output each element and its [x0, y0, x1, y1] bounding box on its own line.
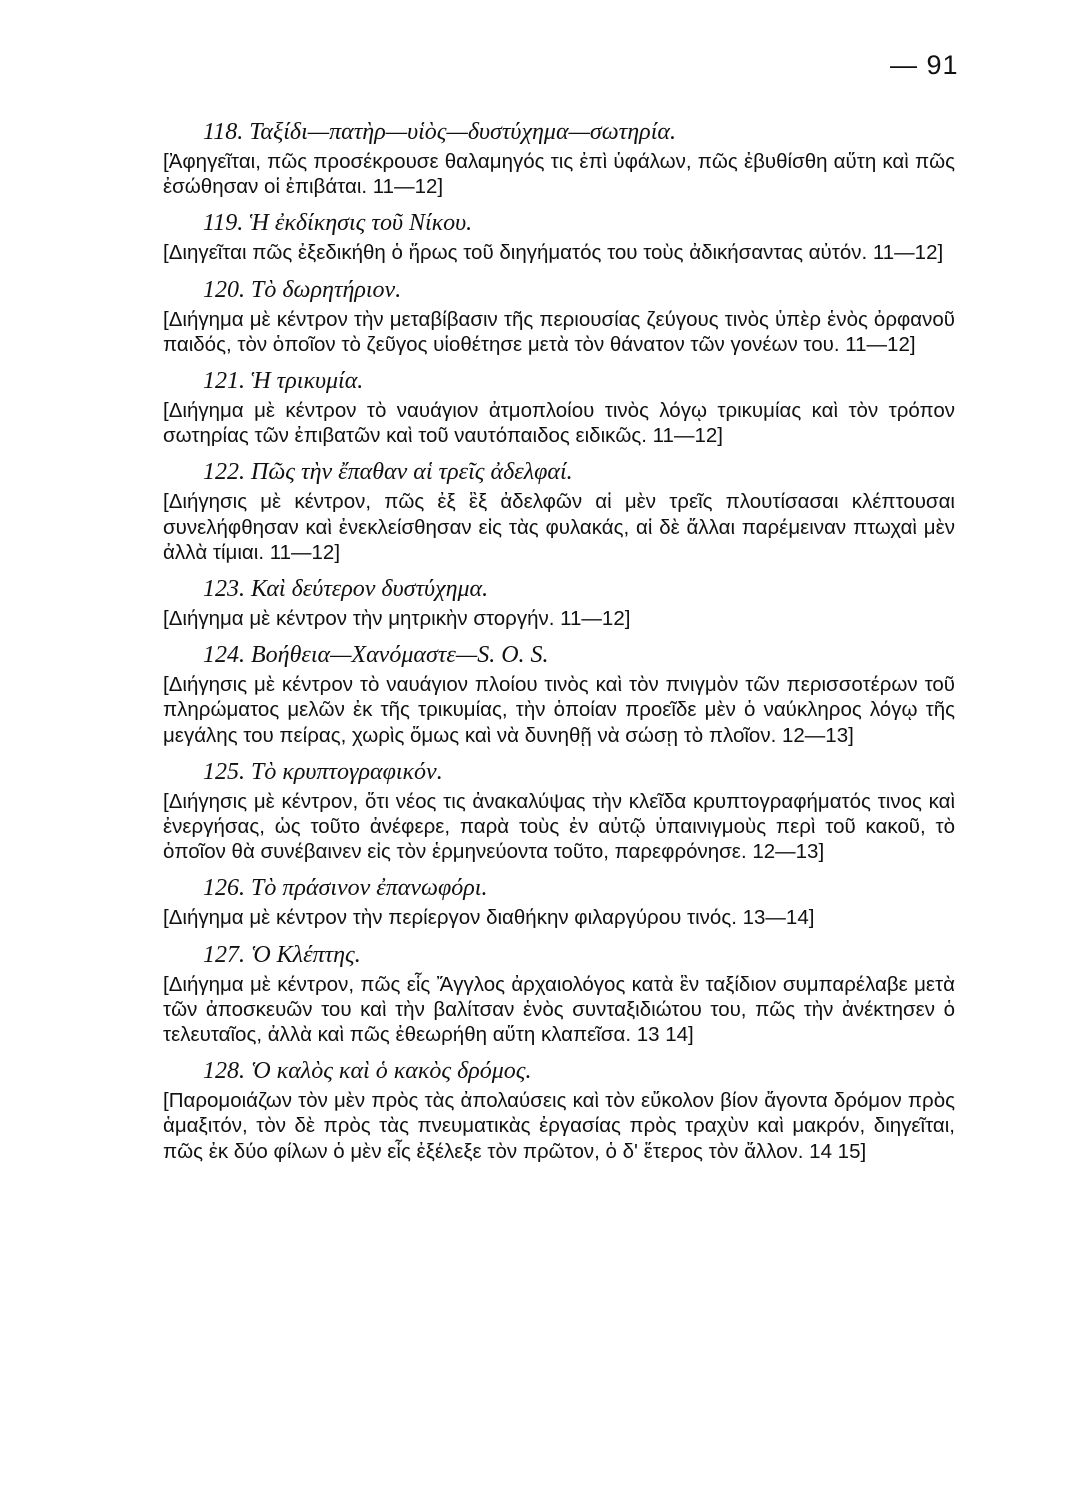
entry-title: 121. Ἡ τρικυμία.: [203, 368, 364, 395]
entry-text: [Διήγημα μὲ κέντρον τὴν μητρικὴν στοργήν.: [163, 607, 555, 631]
list-item: [163, 573, 955, 631]
entry-list: [163, 116, 955, 1172]
entry-title: 126. Τὸ πράσινον ἐπανωφόρι.: [203, 875, 488, 902]
entry-description: [163, 489, 955, 565]
grade-range: 11—12]: [269, 540, 341, 564]
grade-range: 13 14]: [636, 1023, 694, 1047]
grade-range: 11—12]: [845, 332, 916, 356]
list-item: [163, 207, 955, 265]
entry-description: [163, 149, 955, 199]
entry-description: [163, 307, 955, 357]
entry-title: 122. Πῶς τὴν ἔπαθαν αἱ τρεῖς ἀδελφαί.: [203, 459, 573, 486]
entry-title: 123. Καὶ δεύτερον δυστύχημα.: [203, 576, 489, 603]
grade-range: 12—13]: [781, 723, 854, 747]
entry-title: 120. Τὸ δωρητήριον.: [203, 276, 402, 303]
entry-text: [Διήγησις μὲ κέντρον, ὅτι νέος τις ἀνακαλύψας τὴν κλεῖδα κρυπτογραφήματός τινος καὶ ἐνεργήσας, ὡς τοῦτο ἀνέφερε, παρὰ τοὺς ἐν αὐτῷ ὑπαινιγμοὺς περὶ τοῦ κακοῦ, τὸ ὁποῖον θὰ συνέβαινεν εἰς τὸν ἑρμηνεύοντα τοῦτο, παρεφρόνησε.: [163, 789, 955, 864]
entry-description: [163, 1088, 955, 1164]
entry-title: 127. Ὁ Κλέπτης.: [203, 941, 361, 968]
entry-title: 118. Ταξίδι—πατὴρ—υἱὸς—δυστύχημα—σωτηρία.: [203, 119, 676, 145]
entry-text: [Διήγημα μὲ κέντρον τὸ ναυάγιον ἀτμοπλοίου τινὸς λόγῳ τρικυμίας καὶ τὸν τρόπον σωτηρίας τῶν ἐπιβατῶν καὶ τοῦ ναυτόπαιδος ειδικῶς.: [163, 399, 955, 448]
entry-text: [Διήγημα μὲ κέντρον, πῶς εἷς Ἄγγλος ἀρχαιολόγος κατὰ ἓν ταξίδιον συμπαρέλαβε μετὰ τῶν ἀποσκευῶν του καὶ τὴν βαλίτσαν ἑνὸς συνταξιδιώτου του, πῶς τὴν ἀνέκτησεν ὁ τελευταῖος, ἀλλὰ καὶ πῶς ἐθεωρήθη αὕτη κλαπεῖσα.: [163, 972, 955, 1047]
entry-description: [163, 972, 955, 1048]
entry-title: 125. Τὸ κρυπτογραφικόν.: [203, 758, 443, 785]
entry-description: [163, 672, 955, 748]
entry-title: 119. Ἡ ἐκδίκησις τοῦ Νίκου.: [203, 210, 473, 237]
entry-description: [163, 606, 955, 631]
grade-range: 11—12]: [872, 241, 944, 265]
entry-text: [Διήγησις μὲ κέντρον τὸ ναυάγιον πλοίου τινὸς καὶ τὸν πνιγμὸν τῶν περισσοτέρων τοῦ πληρώματος μελῶν ἐκ τῆς τρικυμίας, τὴν ὁποίαν προεῖδε μὲν ὁ ναύκληρος λόγῳ τῆς μεγάλης του πείρας, χωρὶς ὅμως καὶ νὰ δυνηθῇ νὰ σώσῃ τὸ πλοῖον.: [163, 673, 955, 747]
grade-range: 11—12]: [372, 175, 444, 199]
page-number: — 91: [890, 50, 959, 80]
entry-text: [Διήγημα μὲ κέντρον τὴν μεταβίβασιν τῆς περιουσίας ζεύγους τινὸς ὑπὲρ ἑνὸς ὀρφανοῦ παιδός, τὸν ὁποῖον τὸ ζεῦγος υἱοθέτησε μετὰ τὸν θάνατον τῶν γονέων του.: [163, 307, 955, 356]
list-item: [163, 274, 955, 357]
list-item: [163, 1055, 955, 1164]
list-item: [163, 365, 955, 448]
grade-range: 11—12]: [560, 607, 631, 631]
entry-text: [Ἀφηγεῖται, πῶς προσέκρουσε θαλαμηγός τις ἐπὶ ὑφάλων, πῶς ἐβυθίσθη αὕτη καὶ πῶς ἐσώθησαν οἱ ἐπιβάται.: [163, 150, 955, 199]
entry-title: 128. Ὁ καλὸς καὶ ὁ κακὸς δρόμος.: [203, 1058, 532, 1085]
entry-text: [Παρομοιάζων τὸν μὲν πρὸς τὰς ἀπολαύσεις καὶ τὸν εὔκολον βίον ἄγοντα δρόμον πρὸς ἁμαξιτόν, τὸν δὲ πρὸς τὰς πνευματικὰς ἐργασίας πρὸς τραχὺν καὶ μακρόν, διηγεῖται, πῶς ἐκ δύο φίλων ὁ μὲν εἷς ἐξέλεξε τὸν πρῶτον, ὁ δ' ἕτερος τὸν ἄλλον.: [163, 1089, 955, 1163]
list-item: [163, 456, 955, 565]
entry-text: [Διήγησις μὲ κέντρον, πῶς ἐξ ἓξ ἀδελφῶν αἱ μὲν τρεῖς πλουτίσασαι κλέπτουσαι συνελήφθησαν καὶ ἐνεκλείσθησαν εἰς τὰς φυλακάς, αἱ δὲ ἄλλαι παρέμειναν πτωχαὶ μὲν ἀλλὰ τίμιαι.: [163, 490, 955, 564]
list-item: [163, 872, 955, 930]
grade-range: 12—13]: [752, 840, 825, 864]
entry-description: [163, 398, 955, 448]
list-item: [163, 939, 955, 1048]
list-item: [163, 756, 955, 865]
entry-description: [163, 905, 955, 930]
entry-description: [163, 789, 955, 865]
entry-text: [Διηγεῖται πῶς ἐξεδικήθη ὁ ἥρως τοῦ διηγήματός του τοὺς ἀδικήσαντας αὐτόν.: [163, 241, 868, 265]
list-item: [163, 116, 955, 199]
entry-text: [Διήγημα μὲ κέντρον τὴν περίεργον διαθήκην φιλαργύρου τινός.: [163, 906, 737, 930]
grade-range: 11—12]: [652, 424, 723, 448]
entry-title: 124. Βοήθεια—Χανόμαστε—S. O. S.: [203, 642, 549, 669]
list-item: [163, 639, 955, 748]
entry-description: [163, 240, 955, 265]
grade-range: 14 15]: [809, 1139, 867, 1163]
grade-range: 13—14]: [742, 906, 815, 930]
